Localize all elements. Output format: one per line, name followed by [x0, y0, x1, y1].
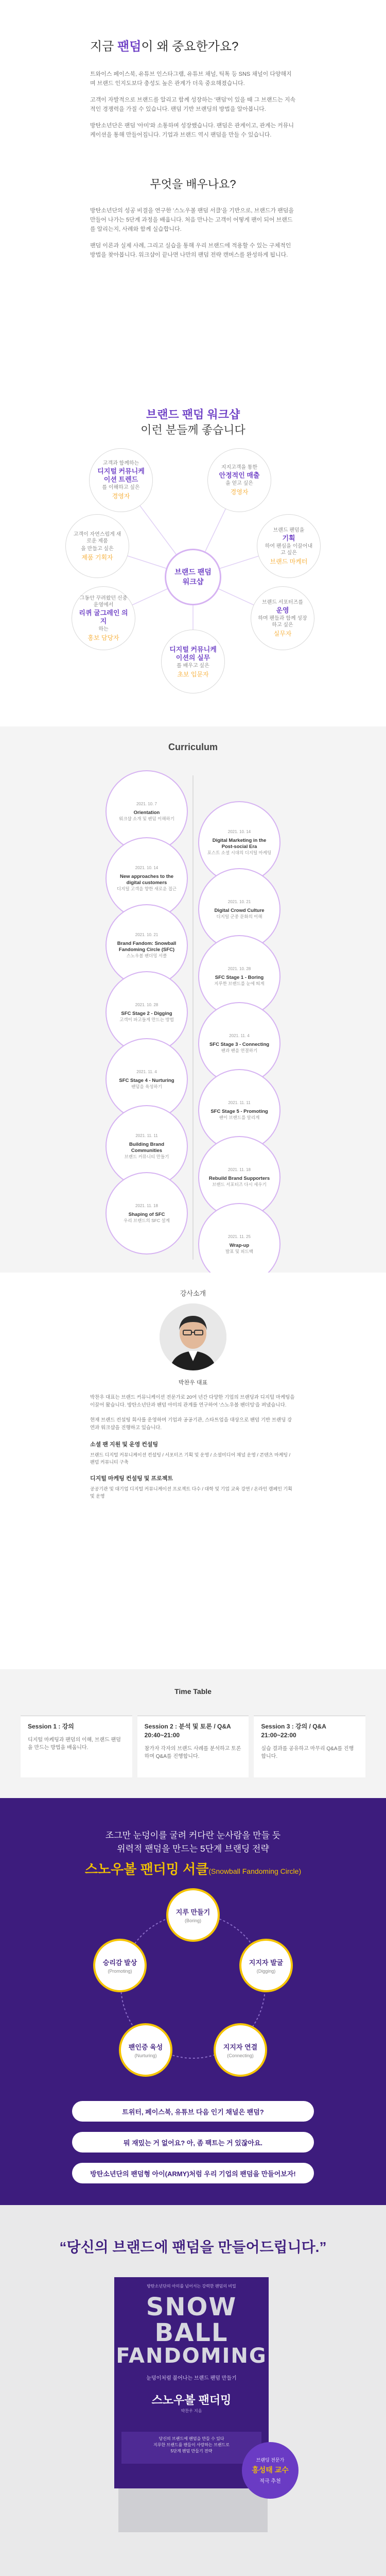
curriculum-item-desc: 워크샵 소개 및 팬덤 이해하기 [119, 816, 174, 821]
node-role: 브랜드 마케터 [270, 557, 308, 565]
career-list: 브랜드 디지털 커뮤니케이션 컨설팅 / 서포터즈 기획 및 운영 / 소셜미디어 채널 운영 / 콘텐츠 마케팅 / 팬덤 커뮤니티 구축 [90, 1452, 291, 1465]
book-tagline: 방탄소년단의 아미를 넘어서는 강력한 팬덤의 비밀 [147, 2284, 236, 2289]
node-highlight: 디지털 커뮤니케이션의 실무 [169, 645, 217, 662]
node-role: 경영자 [112, 493, 130, 500]
cycle-node-en: (Connecting) [227, 2053, 254, 2058]
audience-node [89, 448, 153, 512]
audience-node [207, 448, 271, 512]
curriculum-item-title: SFC Stage 2 - Digging [121, 1010, 172, 1016]
node-role: 홍보 담당자 [87, 634, 119, 641]
curriculum-date: 2021. 11. 25 [228, 1234, 251, 1239]
session-time: 20:40~21:00 [144, 1732, 180, 1739]
curriculum-item-title: Brand Fandom: Snowball Fandoming Circle (SFC) [117, 940, 177, 953]
book-title-part: FAND [116, 2344, 182, 2368]
curriculum-date: 2021. 10. 14 [135, 865, 159, 870]
curriculum-item-desc: 팬과 팬을 연결하기 [221, 1047, 258, 1053]
audience-node [72, 586, 135, 650]
intro-heading-em: 팬덤 [117, 40, 142, 54]
node-highlight: 운영 [276, 606, 289, 614]
session-body: 참가자 각자의 브랜드 사례를 분석하고 토론하며 Q&A를 진행합니다. [144, 1746, 241, 1759]
cycle-node-en: (Promoting) [108, 1969, 132, 1974]
curriculum-item-title: Orientation [133, 809, 160, 816]
timeline-line [192, 775, 194, 1260]
lecture-list: 공공기관 및 대기업 디지털 커뮤니케이션 프로젝트 다수 / 대학 및 기업 교육 강연 / 온라인 캠페인 기획 및 운영 [90, 1486, 292, 1499]
cycle-title-en: (Snowball Fandoming Circle) [208, 1867, 302, 1875]
session-card [137, 1716, 249, 1777]
audience-center-node: 브랜드 팬덤 워크샵 [165, 549, 221, 605]
book-title-line: SNOW [146, 2293, 237, 2321]
node-text: 하는 [98, 626, 109, 632]
question-box: 트위터, 페이스북, 유튜브 다음 인기 채널은 팬덤? [72, 2101, 314, 2122]
node-text: 를 이해하고 싶은 [102, 485, 140, 490]
curriculum-date: 2021. 11. 18 [228, 1167, 251, 1172]
book-quote: “당신의 브랜드에 팬덤을 만들어드립니다.” [59, 2239, 327, 2255]
book-title-line [114, 2344, 269, 2368]
curriculum-date: 2021. 11. 4 [136, 1069, 157, 1074]
intro-paragraph: 고객이 자발적으로 브랜드를 알리고 함께 성장하는 '팬덤'이 있을 때 그 브랜드는 지속적인 경쟁력을 가질 수 있습니다. 팬덤 기반 브랜딩의 방법을 알아봅니다. [90, 97, 296, 112]
curriculum-title: Curriculum [168, 742, 218, 752]
recommend-badge [242, 2442, 299, 2499]
badge-small: 브랜딩 전문가 [256, 2458, 285, 2463]
audience-node [161, 630, 225, 693]
curriculum-item-desc: 브랜드 커뮤니티 만들기 [124, 1154, 169, 1159]
cycle-subtitle [0, 1829, 386, 1856]
cycle-title [0, 1859, 386, 1878]
node-role: 경영자 [230, 488, 249, 496]
person-photo-icon [160, 1303, 226, 1370]
career-heading: 소셜 팬 지원 및 운영 컨설팅 [90, 1442, 159, 1448]
band-text: 당신의 브랜드에 팬덤을 만들 수 있다 [159, 2436, 224, 2441]
session-card [21, 1716, 132, 1777]
timetable-title: Time Table [174, 1687, 212, 1696]
what-paragraph: 팬덤 이론과 실제 사례, 그리고 실습을 통해 우리 브랜드에 적용할 수 있는 구체적인 방법을 찾아봅니다. 워크샵이 끝나면 나만의 팬덤 전략 캔버스를 완성하게 됩니다. [90, 243, 291, 258]
what-paragraph: 방탄소년단의 성공 비결을 연구한 '스노우볼 팬덤 서클'을 기반으로, 브랜드가 팬덤을 만들어 나가는 5단계 과정을 배웁니다. 처음 만나는 고객이 어떻게 팬이 되어 브랜드를 알리는지, 사례와 함께 실습합니다. [90, 208, 294, 232]
audience-title-line2: 이런 분들께 좋습니다 [141, 423, 245, 436]
cycle-section [0, 1798, 386, 2205]
intro-section [0, 0, 386, 392]
session-time: 21:00~22:00 [261, 1732, 296, 1739]
cycle-node-en: (Nurturing) [134, 2053, 157, 2058]
cycle-node-en: (Digging) [256, 1969, 276, 1974]
node-text: 하여 팬심을 이끌어내고 싶은 [265, 543, 313, 556]
intro-heading-post: 이 왜 중요한가요? [141, 40, 239, 54]
book-author: 박찬우 지음 [181, 2409, 202, 2413]
cycle-subtitle-line2: 위력적 팬덤을 만드는 5단계 브랜딩 전략 [117, 1844, 269, 1854]
curriculum-date: 2021. 10. 7 [136, 801, 157, 806]
intro-paragraph: 방탄소년단은 팬덤 '아미'와 소통하며 성장했습니다. 팬덤은 관계이고, 관계는 커뮤니케이션을 통해 만들어집니다. 기업과 브랜드 역시 팬덤을 만들 수 있습니다. [90, 123, 294, 138]
instructor-body [90, 1394, 296, 1500]
intro-paragraph: 트와이스 페이스북, 유튜브 인스타그램, 유튜브 채널, 틱톡 등 SNS 채널이 다양해지며 브랜드 인지도보다 충성도 높은 관계가 더욱 중요해졌습니다. [90, 71, 292, 87]
curriculum-item-title: Shaping of SFC [128, 1211, 165, 1217]
node-highlight: 리퀴 굴그레인 의지 [79, 608, 128, 625]
curriculum-timeline [0, 770, 386, 1265]
node-text: 하며 팬들과 함께 성장하고 싶은 [258, 615, 307, 628]
curriculum-item-title: Digital Crowd Culture [214, 907, 265, 913]
cycle-diagram [90, 1888, 296, 2084]
audience-title-em: 브랜드 팬덤 워크샵 [146, 408, 240, 421]
instructor-avatar [160, 1303, 226, 1370]
curriculum-item-desc: 팬이 브랜드를 알리게 [219, 1114, 260, 1120]
instructor-paragraph: 현재 브랜드 컨설팅 회사를 운영하며 기업과 공공기관, 스타트업을 대상으로 팬덤 기반 브랜딩 강연과 워크샵을 진행하고 있습니다. [90, 1417, 292, 1431]
curriculum-item-desc: 팬덤을 육성하기 [131, 1083, 162, 1089]
cycle-node-name: 승리감 발상 [102, 1959, 137, 1967]
curriculum-item [198, 1203, 280, 1273]
session-head: Session 2 : 분석 및 토론 / Q&A [144, 1723, 231, 1730]
curriculum-item-desc: 디지털 군중 문화의 이해 [216, 913, 262, 919]
what-heading: 무엇을 배우나요? [150, 178, 236, 191]
node-text: 을 만들고 싶은 [81, 546, 114, 552]
cycle-node-name: 팬인증 육성 [128, 2043, 163, 2051]
timetable-row [21, 1716, 365, 1777]
curriculum-item-title: Digital Marketing in the Post-social Era [212, 837, 267, 850]
curriculum-date: 2021. 11. 11 [135, 1133, 158, 1138]
curriculum-item-title: Building Brand Communities [129, 1141, 165, 1154]
cycle-node [119, 2023, 172, 2077]
curriculum-date: 2021. 10. 28 [227, 966, 251, 971]
cycle-node-name: 지지자 연결 [223, 2043, 258, 2051]
timetable-section [0, 1669, 386, 1798]
book-title-part: OMING [182, 2344, 267, 2368]
node-text: 고객과 함께하는 [102, 461, 139, 466]
session-card [254, 1716, 365, 1777]
cycle-node [93, 1939, 147, 1992]
cycle-node [239, 1939, 293, 1992]
node-role: 초보 입문자 [177, 670, 209, 678]
book-subline: 눈덩이처럼 불어나는 브랜드 팬덤 만들기 [146, 2376, 237, 2381]
curriculum-item-title: SFC Stage 3 - Connecting [209, 1041, 270, 1047]
intro-heading [90, 36, 296, 54]
curriculum-date: 2021. 10. 21 [227, 899, 251, 904]
audience-node [65, 514, 129, 578]
curriculum-item-desc: 포스트 소셜 시대의 디지털 마케팅 [207, 850, 272, 855]
session-head: Session 1 : 강의 [28, 1723, 74, 1730]
session-head: Session 3 : 강의 / Q&A [261, 1723, 326, 1730]
curriculum-item-desc: 지루한 브랜드를 눈에 띄게 [214, 980, 265, 986]
node-highlight: 안정적인 매출 [219, 471, 260, 479]
curriculum-date: 2021. 10. 14 [227, 829, 251, 834]
instructor-title: 강사소개 [180, 1290, 206, 1297]
band-text: 5단계 팬덤 만들기 전략 [170, 2449, 213, 2453]
audience-node [257, 514, 321, 578]
curriculum-item-desc: 고객이 파고들게 만드는 방법 [119, 1016, 174, 1022]
node-text: 를 배우고 싶은 [177, 663, 209, 669]
curriculum-item-title: SFC Stage 5 - Promoting [210, 1108, 268, 1114]
curriculum-item-title: Wrap-up [229, 1242, 250, 1248]
question-box: 방탄소년단의 팬덤형 아이(ARMY)처럼 우리 기업의 팬덤을 만들어보자! [72, 2163, 314, 2183]
session-body: 실습 결과를 공유하고 마무리 Q&A를 진행합니다. [261, 1746, 354, 1759]
curriculum-date: 2021. 11. 4 [229, 1033, 250, 1038]
badge-main: 홍성태 교수 [252, 2466, 289, 2474]
audience-title [0, 407, 386, 438]
cycle-title-main: 스노우볼 팬더밍 서클 [84, 1861, 209, 1877]
node-text: 을 얻고 싶은 [225, 481, 253, 486]
curriculum-date: 2021. 11. 18 [135, 1203, 158, 1208]
audience-diagram [64, 448, 322, 696]
band-text: 지루한 브랜드를 팬들이 사랑하는 브랜드로 [153, 2443, 230, 2447]
curriculum-item-title: Rebuild Brand Supporters [208, 1175, 270, 1181]
node-role: 실무자 [273, 630, 292, 637]
cycle-node-name: 지지자 발굴 [249, 1959, 284, 1967]
curriculum-section [0, 726, 386, 1273]
cycle-node [214, 2023, 267, 2077]
book-section [0, 2205, 386, 2576]
book-band [121, 2432, 261, 2464]
lecture-heading: 디지털 마케팅 컨설팅 및 프로젝트 [90, 1476, 173, 1482]
node-text: 지지고객을 통한 [221, 465, 258, 470]
node-text: 고객이 자연스럽게 새로운 제품 [73, 531, 121, 544]
curriculum-item [106, 1172, 188, 1255]
curriculum-item-desc: 우리 브랜드의 SFC 설계 [124, 1217, 170, 1223]
instructor-section [0, 1273, 386, 1669]
book-korean-title: 스노우볼 팬더밍 [151, 2394, 232, 2406]
curriculum-item-desc: 디지털 고객을 향한 새로운 접근 [116, 886, 177, 891]
instructor-paragraph: 박찬우 대표는 브랜드 커뮤니케이션 전문가로 20여 년간 다양한 기업의 브랜딩과 디지털 마케팅을 이끌어 왔습니다. 방탄소년단과 팬덤 아미의 관계를 연구하여 '스노우볼 팬더밍'을 펴냈습니다. [90, 1395, 295, 1408]
cycle-node [166, 1888, 220, 1942]
node-text: 브랜드 팬덤을 [273, 527, 305, 533]
curriculum-item-desc: 발표 및 피드백 [225, 1248, 253, 1254]
session-body: 디지털 마케팅과 팬덤의 이해, 브랜드 팬덤을 만드는 방법을 배웁니다. [28, 1737, 121, 1751]
intro-heading-pre: 지금 [90, 40, 118, 54]
curriculum-item-title: SFC Stage 4 - Nurturing [119, 1077, 174, 1083]
node-role: 제품 기획자 [81, 553, 113, 561]
curriculum-item-title: SFC Stage 1 - Boring [215, 974, 264, 980]
node-highlight: 기획 [282, 534, 295, 542]
audience-node [251, 586, 314, 650]
curriculum-item-title: New approaches to the digital customers [120, 873, 173, 886]
cycle-node-en: (Boring) [184, 1918, 201, 1923]
curriculum-item-desc: 브랜드 서포터즈 다시 세우기 [212, 1181, 267, 1187]
node-text: 브랜드 서포터즈를 [261, 599, 304, 605]
badge-label: 적극 추천 [259, 2479, 281, 2484]
curriculum-date: 2021. 11. 11 [228, 1100, 251, 1105]
cycle-node-name: 지루 만들기 [176, 1908, 210, 1916]
curriculum-date: 2021. 10. 28 [135, 1002, 159, 1007]
book-title-line: BALL [154, 2318, 229, 2347]
cycle-subtitle-line1: 조그만 눈덩이를 굴려 커다란 눈사람을 만들 듯 [105, 1831, 281, 1840]
node-text: 그동안 꾸려왔던 신중 운영에서 [79, 595, 128, 608]
question-box: 뭐 재밌는 거 없어요? 아, 좀 팩트는 거 있잖아요. [72, 2132, 314, 2153]
node-highlight: 디지털 커뮤니케이션 트렌드 [97, 467, 145, 483]
audience-section [0, 392, 386, 726]
curriculum-item-desc: 스노우볼 팬더밍 서클 [126, 953, 167, 958]
instructor-name: 박찬우 대표 [178, 1380, 208, 1386]
curriculum-date: 2021. 10. 21 [135, 932, 159, 937]
